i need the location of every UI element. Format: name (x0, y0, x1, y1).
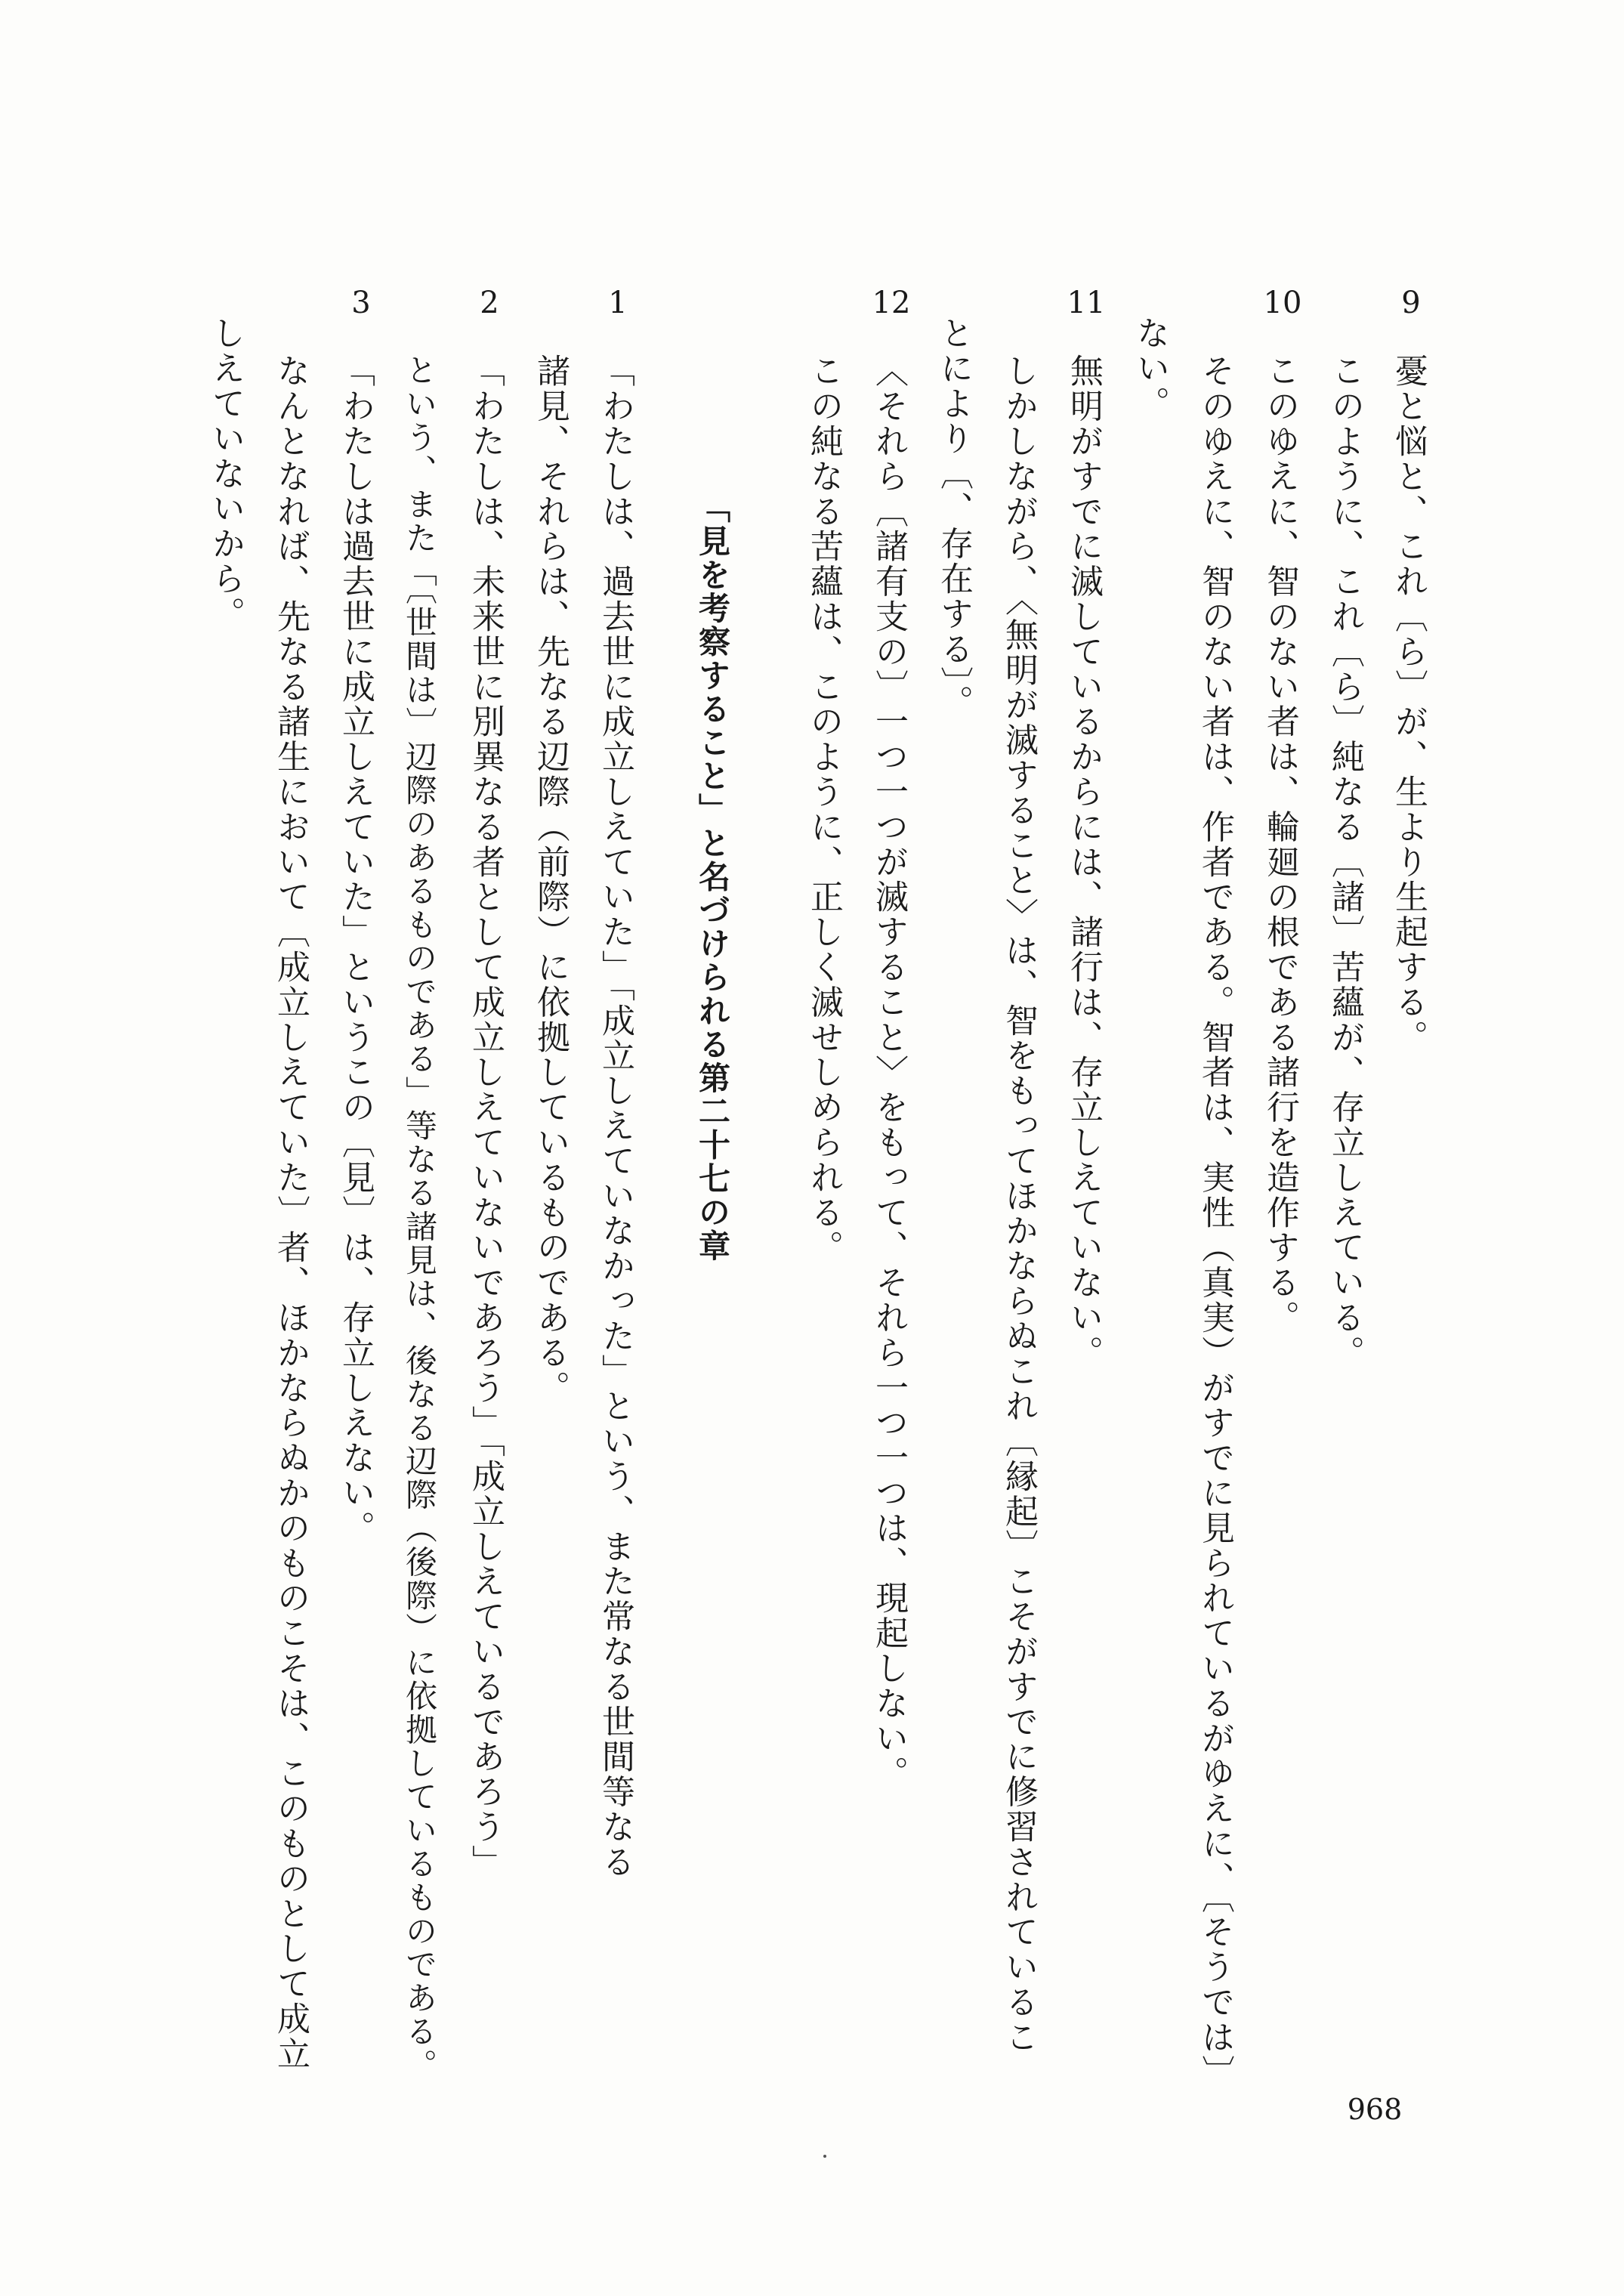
verse-number-2: 2 (480, 286, 499, 320)
text-column: 無明がすでに滅しているからには、諸行は、存立しえていない。 (1064, 354, 1103, 1370)
verse-number-12: 12 (872, 286, 911, 320)
text-column: という、また「〔世間は〕辺際のあるものである」等なる諸見は、後なる辺際（後際）に依拠しているものである。 (401, 354, 438, 2082)
text-column: 諸見、それらは、先なる辺際（前際）に依拠しているものである。 (531, 354, 570, 1405)
verse-number-3: 3 (351, 286, 371, 320)
verse-number-10: 10 (1263, 286, 1302, 320)
text-column: 「わたしは過去世に成立しえていた」というこの〔見〕は、存立しえない。 (336, 354, 375, 1546)
text-column: なんとなれば、先なる諸生において〔成立しえていた〕者、ほかならぬかのものこそは、このものとして成立 (271, 354, 310, 2072)
text-column: 「わたしは、過去世に成立しえていた」「成立しえていなかった」という、また常なる世間等なる (596, 354, 634, 1880)
text-column: しかしながら、〈無明が滅すること〉は、智をもってほかならぬこれ〔縁起〕こそがすでに修習されているこ (999, 354, 1038, 2055)
chapter-heading: 「見を考察すること」と名づけられる第二十七の章 (694, 491, 731, 1263)
scan-speck (823, 2155, 826, 2158)
text-column: ない。 (1131, 316, 1169, 422)
verse-number-9: 9 (1401, 286, 1421, 320)
page-number: 968 (1347, 2093, 1403, 2126)
text-column: このゆえに、智のない者は、輪廻の根である諸行を造作する。 (1261, 354, 1299, 1336)
text-column: しえていないから。 (206, 316, 245, 632)
text-column: 「わたしは、未来世に別異なる者として成立しえていないであろう」「成立しえているであろう」 (466, 354, 505, 1880)
text-column: 〈それら〔諸有支の〕一つ一つが滅すること〉をもって、それら一つ一つは、現起しない。 (869, 354, 908, 1791)
text-column: 憂と悩と、これ〔ら〕が、生より生起する。 (1389, 354, 1428, 1055)
text-column: とにより〔、存在する〕。 (934, 316, 973, 720)
text-column: このように、これ〔ら〕純なる〔諸〕苦蘊が、存立しえている。 (1326, 354, 1364, 1370)
verse-number-11: 11 (1067, 286, 1106, 320)
verse-number-1: 1 (608, 286, 628, 320)
text-column: そのゆえに、智のない者は、作者である。智者は、実性（真実）がすでに見られているがゆえに、〔そうでは〕 (1196, 354, 1234, 2090)
text-column: この純なる苦蘊は、このように、正しく滅せしめられる。 (804, 354, 843, 1265)
